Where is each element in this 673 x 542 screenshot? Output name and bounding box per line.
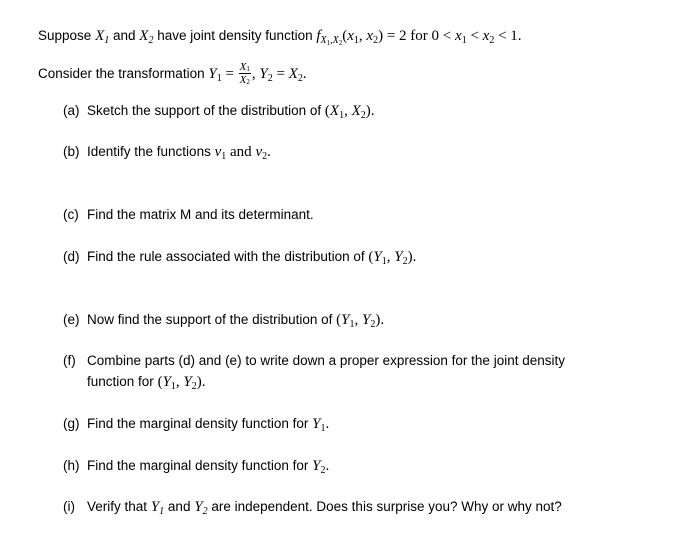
pair-y1-y2: ($Y_1$, $Y_2$). — [336, 312, 385, 330]
suppose-text: Suppose — [38, 28, 92, 43]
var-x1: $X_1$ — [95, 28, 110, 46]
consider-text: Consider the transformation — [38, 65, 205, 81]
part-b — [63, 143, 271, 161]
part-e — [63, 311, 384, 329]
part-f-continuation — [87, 373, 206, 391]
part-text: Find the rule associated with the distribution of — [87, 249, 365, 264]
part-label: (e) — [63, 312, 80, 327]
var-y1: $Y_1$. — [312, 416, 330, 434]
part-text: Now find the support of the distribution of — [87, 312, 333, 327]
var-y2: $Y_2$ — [194, 499, 208, 517]
part-g — [63, 415, 329, 433]
var-y1: $Y_1$ — [150, 499, 165, 517]
part-text: Combine parts (d) and (e) to write down a proper expression for the joint density — [87, 353, 565, 368]
transformation-expression: $Y_1$ = $\frac{X_1}{X_2}$ , $Y_2 = X_2$. — [208, 61, 307, 86]
part-d — [63, 248, 416, 266]
have-text: have joint density function — [157, 28, 313, 43]
part-label: (b) — [63, 144, 80, 159]
part-text: Verify that — [87, 499, 148, 514]
part-h — [63, 457, 329, 475]
part-i — [63, 498, 562, 516]
part-label: (h) — [63, 458, 80, 473]
var-y2: $Y_2$. — [312, 458, 330, 476]
pair-y1-y2: ($Y_1$, $Y_2$). — [157, 374, 206, 392]
part-text: Sketch the support of the distribution of — [87, 103, 322, 118]
part-c — [63, 206, 314, 224]
part-label: (c) — [63, 207, 79, 222]
part-label: (d) — [63, 249, 80, 264]
intro-line-2 — [38, 63, 307, 86]
pair-x1-x2: ($X_1$, $X_2$). — [324, 103, 375, 121]
part-text: Identify the functions — [87, 144, 211, 159]
intro-line-1 — [38, 27, 522, 45]
part-label: (i) — [63, 499, 75, 514]
part-text: Find the marginal density function for — [87, 416, 309, 431]
part-label: (a) — [63, 103, 80, 118]
functions-v1-v2: $v_1$ and $v_2$. — [214, 144, 271, 162]
part-f — [63, 352, 565, 370]
part-label: (f) — [63, 353, 76, 368]
part-text: Find the marginal density function for — [87, 458, 309, 473]
part-text: Find the matrix M and its determinant. — [87, 207, 314, 222]
density-expression: $f_{X_1,X_2}(x_1$, $x_2) = 2$ for $0 < x_1 < x_2 < 1$. — [316, 28, 522, 47]
part-a — [63, 102, 375, 120]
var-x2: $X_2$ — [139, 28, 154, 46]
pair-y1-y2: ($Y_1$, $Y_2$). — [368, 249, 417, 267]
part-text-2: function for — [87, 374, 154, 389]
part-text-end: are independent. Does this surprise you? Why or why not? — [211, 499, 562, 514]
and-text: and — [113, 28, 136, 43]
part-label: (g) — [63, 416, 80, 431]
part-text-mid: and — [167, 499, 191, 514]
